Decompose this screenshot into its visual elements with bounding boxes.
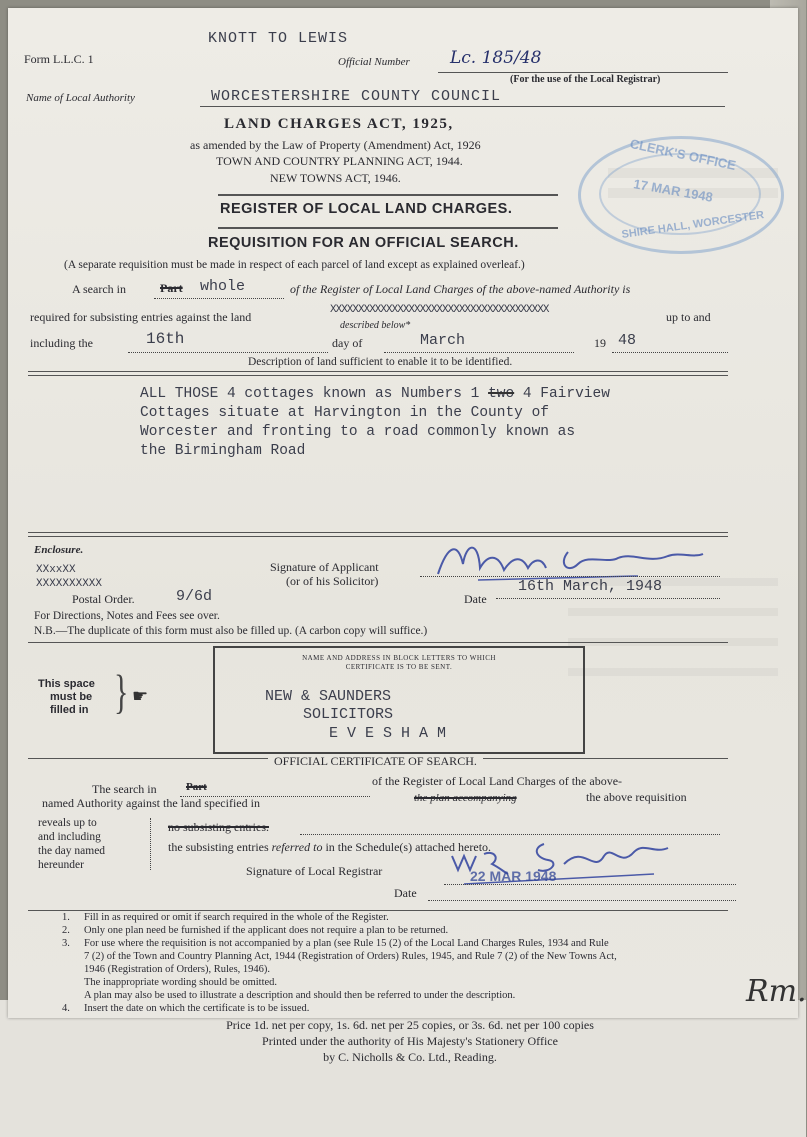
svg-text:New & Saunders: New & Saunders (478, 579, 492, 581)
act-amendment: as amended by the Law of Property (Amendment) Act, 1926 (190, 138, 481, 152)
address-line-1: NEW & SAUNDERS (265, 688, 392, 705)
description-heading: Description of land sufficient to enable it to be identified. (248, 356, 513, 368)
authority-label: Name of Local Authority (26, 92, 135, 104)
cert-subsisting-entries: the subsisting entries referred to in the Schedule(s) attached hereto. (168, 840, 492, 854)
separate-parcel-note: (A separate requisition must be made in respect of each parcel of land except as explained overleaf.) (64, 259, 525, 271)
handwritten-initials: Rm. (746, 974, 807, 1009)
including-the-label: including the (30, 336, 93, 350)
cert-no-subsisting: no subsisting entries. (168, 820, 269, 834)
description-line-4: the Birmingham Road (140, 443, 306, 459)
reveals-label: reveals up to and including the day named hereunder (38, 817, 106, 871)
enclosure-label: Enclosure. (34, 544, 84, 556)
footnote-3-cont-1: 7 (2) of the Town and Country Planning Act, 1944 (Registration of Orders) Rules, 1945, and Rule 7 (2) of the New Towns Act, (84, 951, 617, 962)
cert-of-register: of the Register of Local Land Charges of the above- (372, 774, 623, 788)
search-register-text: of the Register of Local Land Charges of the above-named Authority is (290, 282, 631, 296)
applicant-date-value: 16th March, 1948 (518, 578, 663, 595)
printer-note: by C. Nicholls & Co. Ltd., Reading. (323, 1050, 497, 1064)
required-subsisting-text: required for subsisting entries against the land (30, 310, 252, 324)
parties-title: KNOTT TO LEWIS (208, 30, 349, 47)
footnote-3-cont-4: A plan may also be used to illustrate a description and should then be referred to under the description. (84, 990, 516, 1001)
month-value: March (420, 332, 466, 349)
address-box-header-1: NAME AND ADDRESS IN BLOCK LETTERS TO WHICH (302, 654, 496, 662)
official-number-label: Official Number (338, 56, 410, 68)
address-box-header-2: CERTIFICATE IS TO BE SENT. (345, 663, 453, 671)
postal-order-label: Postal Order. (72, 592, 135, 606)
struck-x-out: XXXXXXXXXXXXXXXXXXXXXXXXXXXXXXXXXXXXXXX (330, 304, 549, 316)
directions-note: For Directions, Notes and Fees see over. (34, 610, 220, 622)
cert-struck-plan: the plan accompanying (414, 792, 517, 804)
act-town-planning: TOWN AND COUNTRY PLANNING ACT, 1944. (216, 154, 463, 168)
cert-struck-part: Part (186, 781, 207, 793)
day-of-label: day of (332, 336, 363, 350)
registrar-signature-label: Signature of Local Registrar (246, 864, 383, 878)
brace-icon: } (114, 665, 129, 719)
applicant-date-label: Date (464, 592, 487, 606)
authority-value: WORCESTERSHIRE COUNTY COUNCIL (211, 88, 502, 105)
act-new-towns: NEW TOWNS ACT, 1946. (270, 171, 401, 185)
struck-part-word: Part (160, 281, 183, 295)
clerks-office-stamp: CLERK'S OFFICE 17 MAR 1948 SHIRE HALL, WORCESTER (578, 136, 784, 254)
registrar-date-label: Date (394, 886, 417, 900)
up-to-and-text: up to and (666, 310, 711, 324)
search-prefix: A search in (72, 282, 126, 296)
struck-two: two (488, 386, 515, 402)
duplicate-note: N.B.—The duplicate of this form must also be filled up. (A carbon copy will suffice.) (34, 625, 428, 637)
address-box (213, 646, 585, 754)
act-land-charges: LAND CHARGES ACT, 1925, (224, 116, 454, 132)
certificate-heading: OFFICIAL CERTIFICATE OF SEARCH. (268, 754, 483, 769)
cert-search-in: The search in (92, 782, 157, 796)
footnote-3: 3. For use where the requisition is not accompanied by a plan (see Rule 15 (2) of the Local Land Charges Rules, 1934 and Rule (62, 938, 609, 949)
registrar-use-note: (For the use of the Local Registrar) (510, 74, 661, 85)
svg-text:W. R. Scarfold: W. R. Scarfold (454, 885, 466, 887)
register-title: REGISTER OF LOCAL LAND CHARGES. (220, 201, 513, 217)
year-prefix: 19 (594, 336, 606, 350)
solicitor-label: (or of his Solicitor) (286, 574, 379, 588)
described-below-note: described below* (340, 320, 411, 331)
description-line-1: ALL THOSE 4 cottages known as Numbers 1 two 4 Fairview (140, 386, 610, 402)
description-line-2: Cottages situate at Harvington in the County of (140, 405, 549, 421)
form-document (8, 8, 807, 1018)
footnote-3-cont-3: The inappropriate wording should be omitted. (84, 977, 278, 988)
pointing-hand-icon: ☛ (132, 686, 149, 706)
form-label: Form L.L.C. 1 (24, 52, 94, 66)
cert-above-requisition: the above requisition (586, 790, 687, 804)
price-note: Price 1d. net per copy, 1s. 6d. net per 25 copies, or 3s. 6d. net per 100 copies (226, 1018, 594, 1032)
footnote-2: 2. Only one plan need be furnished if the applicant does not require a plan to be returned. (62, 925, 449, 936)
cert-named-authority: named Authority against the land specified in (42, 796, 260, 810)
footnote-1: 1. Fill in as required or omit if search required in the whole of the Register. (62, 912, 389, 923)
address-line-2: SOLICITORS (303, 706, 394, 723)
enclosure-x-line-2: XXXXXXXXXX (36, 578, 103, 590)
address-line-3: E V E S H A M (329, 725, 447, 742)
fill-in-label: This space must be filled in (38, 678, 95, 716)
printed-note: Printed under the authority of His Majesty's Stationery Office (262, 1034, 558, 1048)
requisition-title: REQUISITION FOR AN OFFICIAL SEARCH. (208, 235, 519, 251)
description-line-3: Worcester and fronting to a road commonly known as (140, 424, 576, 440)
applicant-signature-label: Signature of Applicant (270, 560, 379, 574)
received-date-stamp: 22 MAR 1948 (470, 868, 557, 884)
footnote-4: 4. Insert the date on which the certificate is to be issued. (62, 1003, 310, 1014)
official-number-value: Lc. 185/48 (450, 48, 542, 68)
enclosure-x-line-1: XXxxXX (36, 564, 76, 576)
search-whole-value: whole (200, 278, 246, 295)
footnote-3-cont-2: 1946 (Registration of Orders), Rules, 1946). (84, 964, 271, 975)
postal-order-value: 9/6d (176, 588, 213, 605)
day-value: 16th (146, 330, 185, 348)
year-value: 48 (618, 332, 637, 349)
